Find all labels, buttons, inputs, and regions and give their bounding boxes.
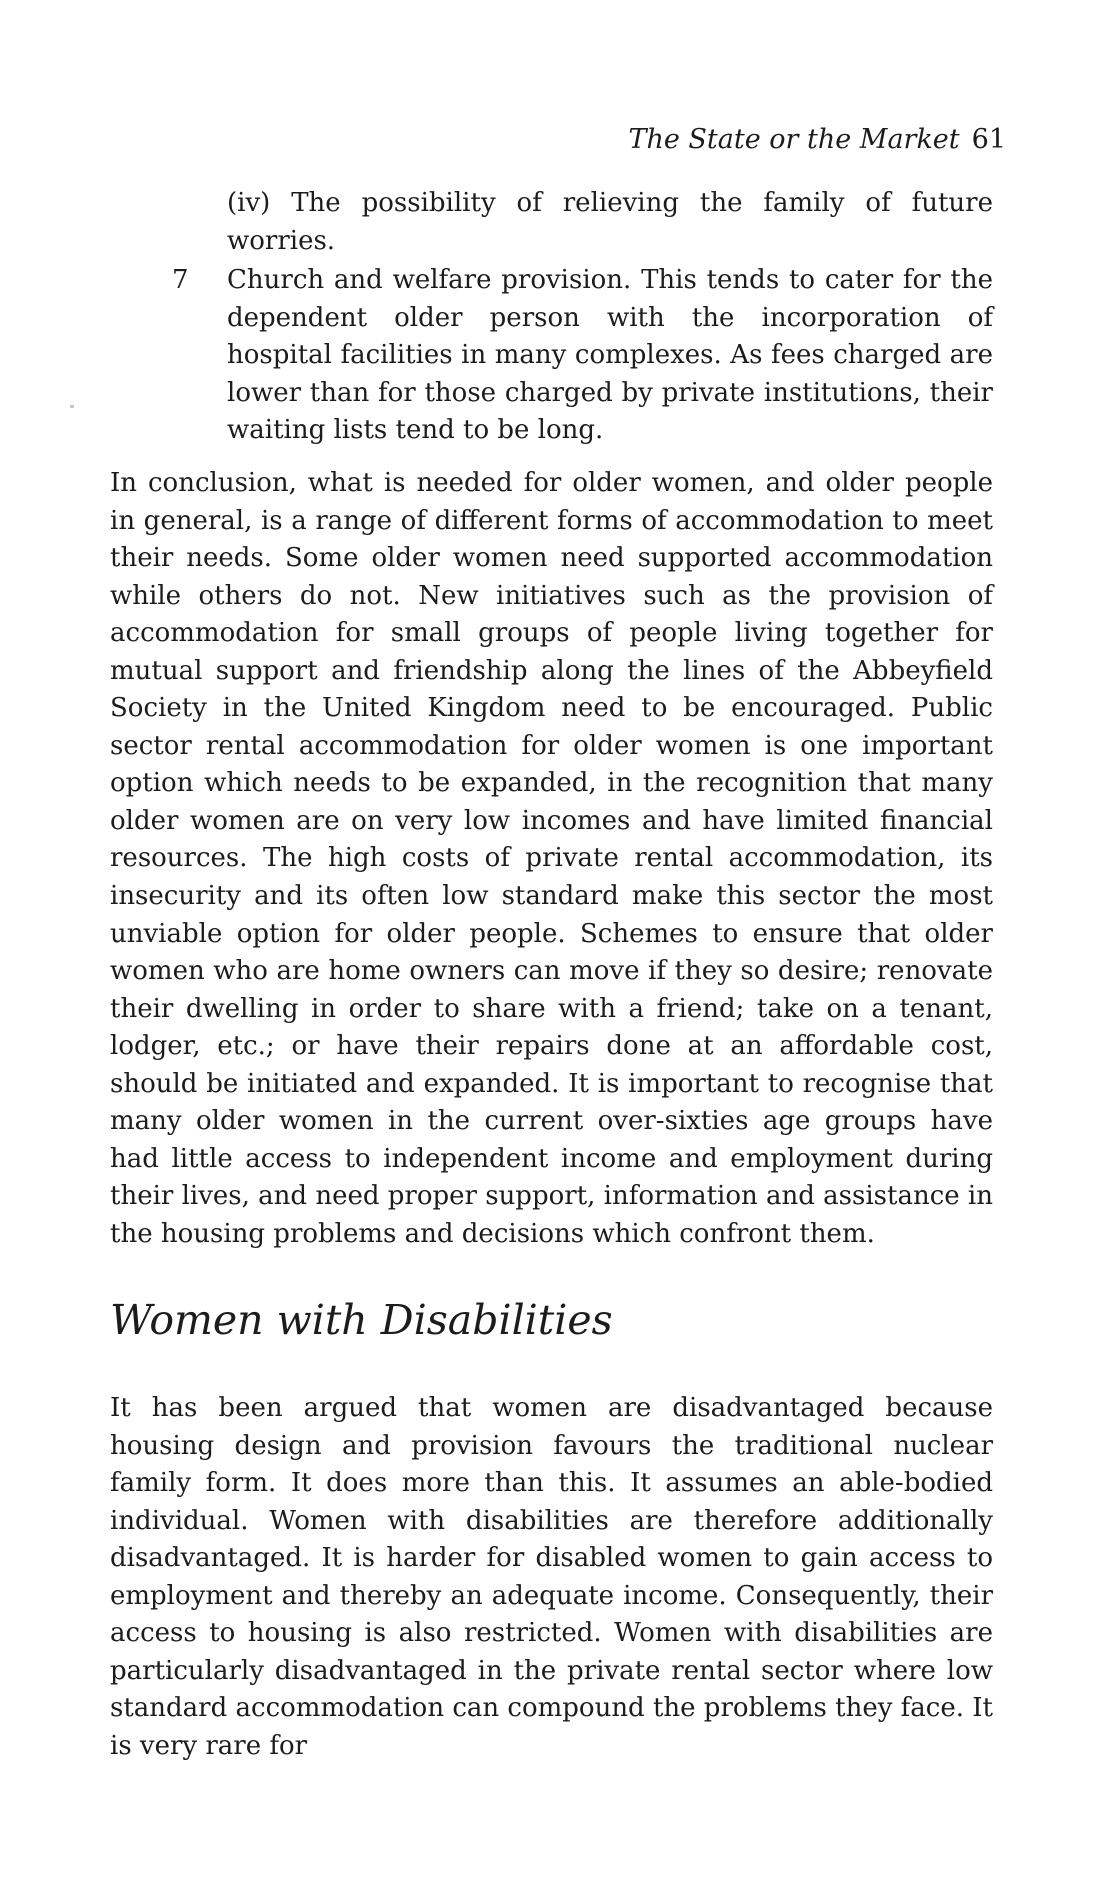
list-item-text: Church and welfare provision. This tends to cater for the dependent older person with the incorporation of hospital facilities in many complexes. As fees charged are lower than for those charged by private institutions, their waiting lists tend to be long. (227, 265, 993, 446)
list-subitem-iv: (iv) The possibility of relieving the family of future worries. (227, 188, 993, 256)
section-heading: Women with Disabilities (110, 1296, 613, 1344)
section-paragraph: It has been argued that women are disadvantaged because housing design and provision favours the traditional nuclear family form. It does more than this. It assumes an able-bodied individual. Women with disabilities are therefore additionally disadvantaged. It is harder for disabled women to gain access to employment and thereby an adequate income. Consequently, their access to housing is also restricted. Women with disabilities are particularly disadvantaged in the private rental sector where low standard accommodation can compound the problems they face. It is very rare for (110, 1393, 993, 1761)
running-title: The State or the Market (628, 124, 960, 155)
list-item-7 (172, 262, 993, 450)
list-item-number: 7 (172, 265, 189, 295)
page-number: 61 (971, 124, 1006, 155)
conclusion-paragraph: In conclusion, what is needed for older women, and older people in general, is a range of different forms of accommodation to meet their needs. Some older women need supported accommodation while others do not. New initiatives such as the provision of accommodation for small groups of people living together for mutual support and friendship along the lines of the Abbeyfield Society in the United Kingdom need to be encouraged. Public sector rental accommodation for older women is one important option which needs to be expanded, in the recognition that many older women are on very low incomes and have limited financial resources. The high costs of private rental accommodation, its insecurity and its often low standard make this sector the most unviable option for older people. Schemes to ensure that older women who are home owners can move if they so desire; renovate their dwelling in order to share with a friend; take on a tenant, lodger, etc.; or have their repairs done at an affordable cost, should be initiated and expanded. It is important to recognise that many older women in the current over-sixties age groups have had little access to independent income and employment during their lives, and need proper support, information and assistance in the housing problems and decisions which confront them. (110, 468, 993, 1249)
margin-speck (70, 405, 74, 408)
running-header (628, 122, 1006, 158)
